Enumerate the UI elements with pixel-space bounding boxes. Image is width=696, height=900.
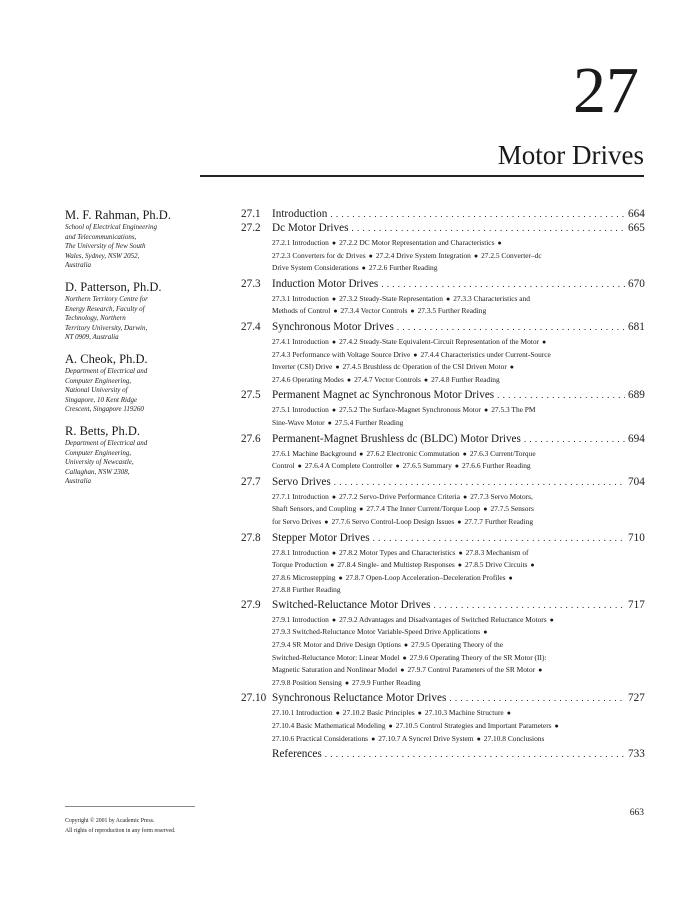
subsection-line <box>272 652 644 665</box>
affiliation-line: School of Electrical Engineering <box>65 223 157 231</box>
author-block <box>65 280 215 343</box>
subsection-item[interactable]: 27.10.2 Basic Principles <box>342 708 415 718</box>
affiliation-line: Computer Engineering, <box>65 376 132 385</box>
subsection-line <box>272 336 644 349</box>
subsection-item[interactable]: 27.9.3 Switched-Reluctance Motor Variable-Speed Drive Applications <box>272 627 481 637</box>
toc-entry-line[interactable] <box>241 389 644 402</box>
affiliation-line: Energy Research, Faculty of <box>65 304 145 313</box>
bullet-separator: ● <box>361 264 366 273</box>
subsection-line <box>272 293 644 306</box>
subsection-item[interactable]: 27.5.1 Introduction <box>272 405 329 415</box>
section-number: 27.2 <box>241 222 261 234</box>
bullet-separator: ● <box>554 722 559 731</box>
section-page: 689 <box>628 389 645 402</box>
bullet-separator: ● <box>458 548 463 557</box>
subsection-item[interactable]: 27.9.5 Operating Theory of the <box>411 640 503 650</box>
subsection-item[interactable]: 27.4.6 Operating Modes <box>272 374 344 384</box>
author-affiliation <box>65 223 215 271</box>
bullet-separator: ● <box>395 462 400 471</box>
toc-entry <box>241 389 644 429</box>
subsection-item[interactable]: 27.7.5 Sensors <box>490 504 534 514</box>
affiliation-line: Technology, Northern <box>65 314 126 323</box>
chapter-title: Motor Drives <box>497 140 644 170</box>
affiliation-line: Computer Engineering, <box>65 448 132 457</box>
subsection-item[interactable]: 27.2.2 DC Motor Representation and Characteristics <box>339 238 495 247</box>
affiliation-line: Northern Territory Centre for <box>65 294 148 303</box>
section-page: 733 <box>628 748 645 761</box>
subsection-item[interactable]: 27.8.6 Microstepping <box>272 572 336 582</box>
section-title[interactable]: Servo Drives <box>272 475 331 488</box>
section-title[interactable]: Permanent-Magnet Brushless dc (BLDC) Motor Drives <box>272 432 521 445</box>
section-title[interactable]: Stepper Motor Drives <box>272 531 370 544</box>
toc-entry <box>241 532 644 596</box>
bullet-separator: ● <box>476 734 481 743</box>
subsection-list <box>272 614 644 690</box>
subsection-item[interactable]: 27.8.4 Single- and Multistep Responses <box>337 560 455 570</box>
bullet-separator: ● <box>297 462 302 471</box>
bullet-separator: ● <box>530 561 535 570</box>
toc-entry-line[interactable] <box>241 599 644 612</box>
section-page: 717 <box>628 598 645 611</box>
section-number: 27.6 <box>241 432 261 445</box>
bullet-separator: ● <box>371 734 376 743</box>
bullet-separator: ● <box>417 709 422 718</box>
bullet-separator: ● <box>457 561 463 570</box>
bullet-separator: ● <box>344 678 350 687</box>
subsection-line <box>272 707 644 720</box>
subsection-item[interactable]: Drive System Considerations <box>272 263 359 273</box>
subsection-list <box>272 336 644 386</box>
bullet-separator: ● <box>331 406 337 415</box>
toc-entry <box>241 321 644 386</box>
toc-entry-line[interactable] <box>241 278 644 291</box>
subsection-item[interactable]: Sine-Wave Motor <box>272 417 325 427</box>
subsection-item[interactable]: 27.8.8 Further Reading <box>272 585 341 595</box>
bullet-separator: ● <box>445 294 451 303</box>
section-number: 27.5 <box>241 389 261 402</box>
bullet-separator: ● <box>509 363 515 372</box>
subsection-item[interactable]: 27.3.1 Introduction <box>272 293 329 303</box>
subsection-item[interactable]: 27.7.7 Further Reading <box>464 516 534 526</box>
subsection-item[interactable]: 27.9.7 Control Parameters of the SR Motor <box>407 665 536 675</box>
section-title[interactable]: Permanent Magnet ac Synchronous Motor Drives <box>272 389 495 402</box>
affiliation-line: National University of <box>65 386 128 395</box>
subsection-item[interactable]: 27.9.4 SR Motor and Drive Design Options <box>272 640 401 650</box>
subsection-item[interactable]: 27.8.3 Mechanism of <box>465 547 529 557</box>
subsection-item[interactable]: 27.7.1 Introduction <box>272 491 329 501</box>
affiliation-line: NT 0909, Australia <box>65 333 119 342</box>
subsection-line <box>272 237 644 250</box>
bullet-separator: ● <box>402 653 407 662</box>
toc-entry <box>241 433 644 473</box>
bullet-separator: ● <box>333 307 338 316</box>
subsection-item[interactable]: 27.10.1 Introduction <box>272 708 333 718</box>
subsection-list <box>272 491 644 529</box>
subsection-item[interactable]: 27.4.3 Performance with Voltage Source Drive <box>272 349 411 359</box>
toc-entry <box>241 278 644 318</box>
subsection-line <box>272 374 644 387</box>
bullet-separator: ● <box>346 375 352 384</box>
bullet-separator: ● <box>335 363 340 372</box>
toc-entry-line[interactable] <box>241 222 644 235</box>
bullet-separator: ● <box>462 449 467 458</box>
bullet-separator: ● <box>549 615 554 624</box>
subsection-line <box>272 460 644 473</box>
section-title[interactable]: Switched-Reluctance Motor Drives <box>272 598 431 611</box>
affiliation-line: Department of Electrical and <box>65 366 148 375</box>
bullet-separator: ● <box>508 573 513 582</box>
author-name: M. F. Rahman, Ph.D. <box>65 208 171 222</box>
subsection-line <box>272 404 644 417</box>
bullet-separator: ● <box>331 615 337 624</box>
affiliation-line: Singapore, 10 Kent Ridge <box>65 395 138 404</box>
author-affiliation <box>65 367 215 415</box>
subsection-line <box>272 664 644 677</box>
subsection-list <box>272 707 644 745</box>
section-page: 710 <box>628 531 645 544</box>
subsection-item[interactable]: 27.2.3 Converters for dc Drives <box>272 250 366 260</box>
affiliation-line: Territory University, Darwin, <box>65 323 148 332</box>
toc-entry-line[interactable] <box>241 748 644 761</box>
bullet-separator: ● <box>454 462 460 471</box>
subsection-item[interactable]: 27.6.2 Electronic Commutation <box>366 448 460 458</box>
dot-leader <box>373 532 625 545</box>
subsection-item[interactable]: 27.8.2 Motor Types and Characteristics <box>339 547 456 557</box>
bullet-separator: ● <box>410 307 415 316</box>
subsection-item[interactable]: 27.6.4 A Complete Controller <box>304 461 393 471</box>
subsection-item[interactable]: 27.10.7 A Syncrel Drive System <box>378 733 474 743</box>
subsection-item[interactable]: 27.5.2 The Surface-Magnet Synchronous Motor <box>339 405 481 415</box>
affiliation-line: Australia <box>65 477 92 486</box>
toc-entry <box>241 222 644 275</box>
affiliation-line: and Telecommunications, <box>65 232 137 241</box>
affiliation-line: Department of Electrical and <box>65 438 148 447</box>
section-page: 694 <box>628 432 645 445</box>
bullet-separator: ● <box>462 492 468 501</box>
subsection-item[interactable]: 27.3.5 Further Reading <box>417 306 487 316</box>
author-block <box>65 424 215 487</box>
subsection-item[interactable]: 27.9.2 Advantages and Disadvantages of Switched Reluctance Motors <box>339 614 547 624</box>
subsection-list <box>272 547 644 596</box>
subsection-item[interactable]: 27.8.5 Drive Circuits <box>465 560 528 570</box>
dot-leader <box>449 692 625 705</box>
subsection-item[interactable]: 27.5.4 Further Reading <box>334 417 404 427</box>
section-page: 670 <box>628 277 645 290</box>
section-page: 727 <box>628 692 645 705</box>
bullet-separator: ● <box>483 628 488 637</box>
subsection-item[interactable]: 27.6.6 Further Reading <box>462 461 531 471</box>
bullet-separator: ● <box>338 573 343 582</box>
section-title[interactable]: Induction Motor Drives <box>272 277 379 290</box>
bullet-separator: ● <box>368 251 373 260</box>
bullet-separator: ● <box>327 418 332 427</box>
toc-entry-line[interactable] <box>241 208 644 221</box>
bullet-separator: ● <box>483 505 488 514</box>
toc-entry <box>241 208 644 221</box>
subsection-line <box>272 626 644 639</box>
subsection-item[interactable]: 27.10.4 Basic Mathematical Modeling <box>272 721 386 731</box>
subsection-line <box>272 572 644 585</box>
subsection-item[interactable]: 27.7.6 Servo Control-Loop Design Issues <box>331 516 455 526</box>
section-page: 664 <box>628 208 645 220</box>
affiliation-line: The University of New South <box>65 242 146 251</box>
subsection-list <box>272 448 644 473</box>
subsection-item[interactable]: 27.4.1 Introduction <box>272 336 329 346</box>
subsection-item[interactable]: 27.7.4 The Inner Current/Torque Loop <box>366 504 481 514</box>
affiliation-line: Australia <box>65 261 92 270</box>
section-number: 27.10 <box>241 692 267 705</box>
subsection-line <box>272 305 644 318</box>
subsection-item[interactable]: 27.6.1 Machine Background <box>272 448 357 458</box>
subsection-list <box>272 404 644 429</box>
subsection-item[interactable]: 27.4.8 Further Reading <box>431 374 500 384</box>
subsection-item[interactable]: Shaft Sensors, and Coupling <box>272 504 357 514</box>
subsection-item[interactable]: 27.5.3 The PM <box>491 405 536 415</box>
toc-entry-line[interactable] <box>241 476 644 489</box>
author-block <box>65 352 215 415</box>
subsection-item[interactable]: Inverter (CSI) Drive <box>272 362 333 372</box>
copyright-notice <box>65 817 175 836</box>
bullet-separator: ● <box>331 548 337 557</box>
section-number: 27.7 <box>241 475 261 488</box>
subsection-item[interactable]: 27.3.3 Characteristics and <box>453 293 530 303</box>
bullet-separator: ● <box>324 517 329 526</box>
subsection-item[interactable]: 27.9.9 Further Reading <box>352 677 421 687</box>
section-number: 27.1 <box>241 208 261 220</box>
chapter-number: 27 <box>573 54 639 127</box>
subsection-line <box>272 491 644 504</box>
footer-rule <box>65 806 195 807</box>
subsection-line <box>272 361 644 374</box>
subsection-item[interactable]: 27.9.6 Operating Theory of the SR Motor (II): <box>409 652 547 662</box>
subsection-item[interactable]: 27.3.4 Vector Controls <box>340 306 408 316</box>
affiliation-line: Callaghan, NSW 2308, <box>65 467 130 476</box>
subsection-line <box>272 559 644 572</box>
subsection-item[interactable]: 27.8.1 Introduction <box>272 547 329 557</box>
toc-entry <box>241 599 644 690</box>
section-number: 27.4 <box>241 320 261 333</box>
author-affiliation <box>65 295 215 343</box>
subsection-line <box>272 448 644 461</box>
subsection-list <box>272 237 644 275</box>
subsection-line <box>272 733 644 746</box>
author-affiliation <box>65 439 215 487</box>
toc-entry <box>241 476 644 529</box>
subsection-line <box>272 503 644 516</box>
subsection-item[interactable]: for Servo Drives <box>272 516 322 526</box>
subsection-item[interactable]: 27.10.6 Practical Considerations <box>272 733 369 743</box>
bullet-separator: ● <box>457 517 462 526</box>
subsection-item[interactable]: 27.6.3 Current/Torque <box>469 448 536 458</box>
toc-entry <box>241 692 644 745</box>
dot-leader <box>351 222 625 235</box>
title-rule <box>200 175 644 177</box>
copyright-line: Copyright © 2001 by Academic Press. <box>65 818 155 824</box>
bullet-separator: ● <box>506 709 511 718</box>
bullet-separator: ● <box>331 239 337 247</box>
dot-leader <box>330 208 625 221</box>
subsection-item[interactable]: Switched-Reluctance Motor: Linear Model <box>272 652 400 662</box>
bullet-separator: ● <box>542 337 547 346</box>
subsection-line <box>272 349 644 362</box>
bullet-separator: ● <box>359 449 364 458</box>
subsection-line <box>272 720 644 733</box>
author-name: R. Betts, Ph.D. <box>65 423 141 438</box>
author-list <box>65 208 215 496</box>
section-number: 27.3 <box>241 277 261 290</box>
dot-leader <box>497 389 625 402</box>
bullet-separator: ● <box>538 666 543 675</box>
subsection-item[interactable]: Control <box>272 461 295 471</box>
subsection-item[interactable]: 27.10.5 Control Strategies and Important Parameters <box>395 721 552 731</box>
subsection-line <box>272 639 644 652</box>
subsection-line <box>272 614 644 627</box>
subsection-item[interactable]: 27.8.7 Open-Loop Acceleration–Deceleration Profiles <box>345 572 506 582</box>
section-title[interactable]: Introduction <box>272 208 328 220</box>
toc-entry-line[interactable] <box>241 433 644 446</box>
section-page: 681 <box>628 320 645 333</box>
subsection-line <box>272 516 644 529</box>
toc-entry-line[interactable] <box>241 321 644 334</box>
bullet-separator: ● <box>484 406 489 415</box>
subsection-item[interactable]: 27.9.8 Position Sensing <box>272 677 342 687</box>
subsection-item[interactable]: 27.7.3 Servo Motors, <box>470 491 533 501</box>
bullet-separator: ● <box>359 505 364 514</box>
subsection-item[interactable]: 27.2.1 Introduction <box>272 238 329 247</box>
page-number: 663 <box>629 808 644 818</box>
author-name: A. Cheok, Ph.D. <box>65 351 148 366</box>
subsection-item[interactable]: 27.2.6 Further Reading <box>368 263 438 273</box>
author-block <box>65 208 215 271</box>
table-of-contents <box>241 208 644 762</box>
dot-leader <box>334 476 625 489</box>
bullet-separator: ● <box>400 666 405 675</box>
section-number: 27.9 <box>241 598 261 611</box>
subsection-item[interactable]: 27.2.5 Converter–dc <box>481 250 542 260</box>
author-name: D. Patterson, Ph.D. <box>65 279 162 294</box>
toc-entry-line[interactable] <box>241 692 644 705</box>
subsection-item[interactable]: 27.4.7 Vector Controls <box>354 374 421 384</box>
subsection-item[interactable]: Methods of Control <box>272 306 331 316</box>
section-title[interactable]: Synchronous Motor Drives <box>272 320 394 333</box>
dot-leader <box>433 599 625 612</box>
subsection-item[interactable]: 27.10.3 Machine Structure <box>424 708 504 718</box>
toc-entry <box>241 748 644 761</box>
bullet-separator: ● <box>335 709 340 718</box>
bullet-separator: ● <box>331 294 337 303</box>
subsection-line <box>272 250 644 263</box>
affiliation-line: University of Newcastle, <box>65 458 134 467</box>
bullet-separator: ● <box>331 337 337 346</box>
subsection-item[interactable]: Magnetic Saturation and Nonlinear Model <box>272 665 398 675</box>
section-number: 27.8 <box>241 531 261 544</box>
dot-leader <box>397 321 625 334</box>
subsection-line <box>272 677 644 690</box>
section-title[interactable]: Synchronous Reluctance Motor Drives <box>272 692 447 705</box>
subsection-item[interactable]: 27.3.2 Steady-State Representation <box>339 293 443 303</box>
bullet-separator: ● <box>388 722 393 731</box>
bullet-separator: ● <box>497 239 502 247</box>
section-page: 665 <box>628 222 645 234</box>
subsection-item[interactable]: 27.7.2 Servo-Drive Performance Criteria <box>339 491 460 501</box>
dot-leader <box>325 748 625 761</box>
section-page: 704 <box>628 475 645 488</box>
bullet-separator: ● <box>330 561 335 570</box>
section-title[interactable]: Dc Motor Drives <box>272 222 349 234</box>
subsection-item[interactable]: 27.4.4 Characteristics under Current-Source <box>420 349 551 359</box>
affiliation-line: Crescent, Singapore 119260 <box>65 405 144 414</box>
rights-line: All rights of reproduction in any form reserved. <box>65 827 176 834</box>
subsection-line <box>272 417 644 430</box>
bullet-separator: ● <box>423 375 429 384</box>
affiliation-line: Wales, Sydney, NSW 2052, <box>65 251 140 260</box>
subsection-line <box>272 584 644 596</box>
dot-leader <box>381 278 625 291</box>
subsection-line <box>272 547 644 560</box>
subsection-item[interactable]: 27.6.5 Summary <box>402 461 452 471</box>
section-title[interactable]: References <box>272 748 322 761</box>
subsection-item[interactable]: Torque Production <box>272 560 328 570</box>
subsection-item[interactable]: 27.2.4 Drive System Integration <box>375 250 471 260</box>
subsection-item[interactable]: 27.10.8 Conclusions <box>483 733 545 743</box>
subsection-item[interactable]: 27.9.1 Introduction <box>272 614 329 624</box>
subsection-line <box>272 262 644 275</box>
subsection-list <box>272 293 644 318</box>
dot-leader <box>524 433 625 446</box>
toc-entry-line[interactable] <box>241 532 644 545</box>
bullet-separator: ● <box>331 492 337 501</box>
bullet-separator: ● <box>403 641 409 650</box>
subsection-item[interactable]: 27.4.5 Brushless dc Operation of the CSI Driven Motor <box>342 362 507 372</box>
bullet-separator: ● <box>473 251 479 260</box>
subsection-item[interactable]: 27.4.2 Steady-State Equivalent-Circuit Representation of the Motor <box>339 336 540 346</box>
bullet-separator: ● <box>413 350 418 359</box>
